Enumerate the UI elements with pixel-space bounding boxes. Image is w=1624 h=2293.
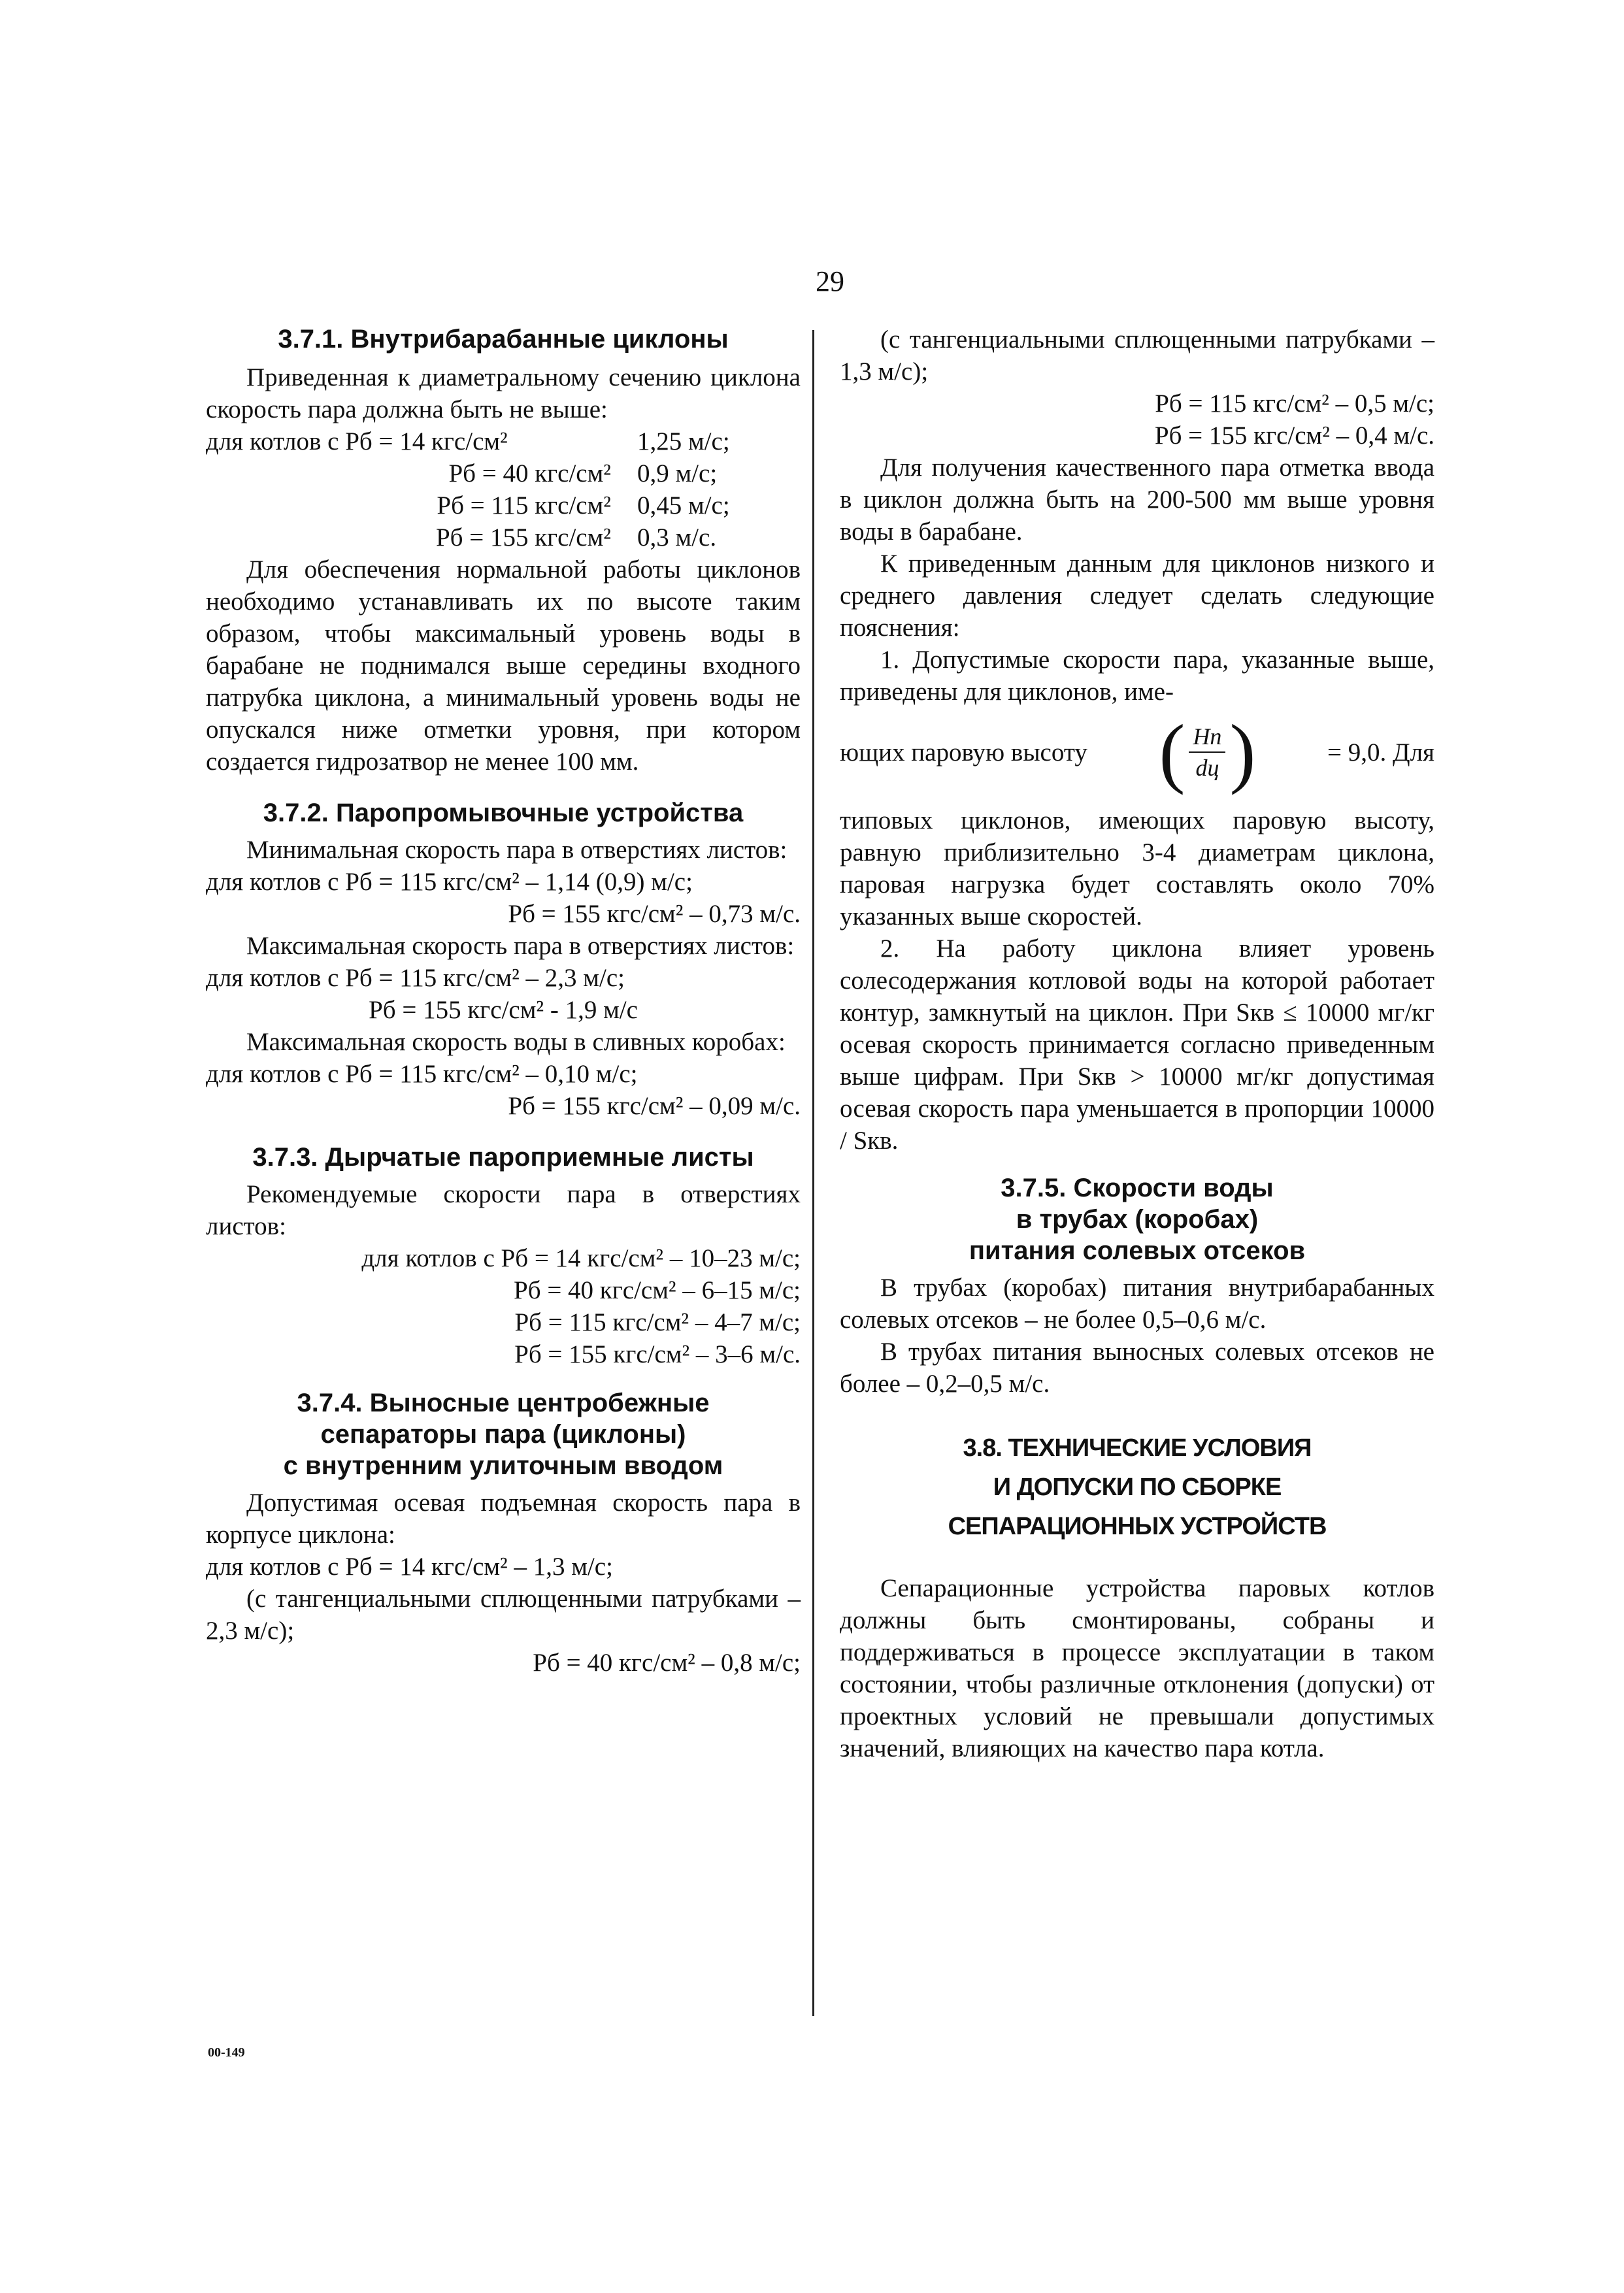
s371-row: [206, 425, 801, 457]
s38-paragraph: Сепарационные устройства паровых котлов должны быть смонтированы, собраны и поддерживаться в процессе эксплуатации в таком состоянии, чтобы различные отклонения (допуски) от проектных условий не превышали допустимых значений, влияющих на качество пара котла.: [840, 1574, 1434, 1762]
s371-row-pressure: Pб = 115 кгс/см²: [437, 491, 611, 520]
section-3-8-title-line-3: СЕПАРАЦИОННЫХ УСТРОЙСТВ: [948, 1513, 1327, 1540]
s371-row-speed: 1,25 м/с;: [637, 427, 730, 455]
left-paren: (: [1159, 708, 1185, 795]
note-1-formula-line: [840, 708, 1434, 795]
s374-p1-line-b: (с тангенциальными сплющенными патрубками – 2,3 м/с);: [206, 1585, 801, 1645]
right-column: [840, 323, 1434, 1764]
formula-suffix: = 9,0. Для: [1327, 738, 1434, 767]
s373-line: для котлов с Pб = 14 кгс/см² – 10–23 м/с;: [361, 1244, 801, 1272]
s372-p1-line-b: Pб = 155 кгс/см² – 0,73 м/с.: [508, 900, 801, 928]
s373-p1: Рекомендуемые скорости пара в отверстиях листов:: [206, 1180, 801, 1240]
formula-prefix: ющих паровую высоту: [840, 738, 1087, 767]
s371-row: [206, 489, 801, 521]
s373-line: Pб = 155 кгс/см² – 3–6 м/с.: [514, 1340, 801, 1368]
s371-row-speed: 0,45 м/с;: [637, 491, 730, 520]
continued-line-3: Pб = 155 кгс/см² – 0,4 м/с.: [1154, 421, 1434, 450]
s372-p2: Максимальная скорость пара в отверстиях листов:: [246, 932, 795, 960]
s371-row-speed: 0,3 м/с.: [637, 523, 717, 552]
section-3-7-4-title-line-3: с внутренним улиточным вводом: [283, 1451, 723, 1480]
continued-line-1: (с тангенциальными сплющенными патрубками – 1,3 м/с);: [840, 325, 1434, 386]
s371-row-pressure: Pб = 155 кгс/см²: [435, 523, 611, 552]
page-number: 29: [816, 265, 844, 297]
section-3-7-5-title-line-2: в трубах (коробах): [1016, 1205, 1259, 1234]
s373-line: Pб = 40 кгс/см² – 6–15 м/с;: [514, 1276, 801, 1304]
section-3-7-4-title-line-1: 3.7.4. Выносные центробежные: [297, 1389, 710, 1417]
section-3-7-5-title-line-3: питания солевых отсеков: [969, 1236, 1306, 1265]
note-2: 2. На работу циклона влияет уровень солесодержания котловой воды на которой работает контур, замкнутый на циклон. При Sкв ≤ 10000 мг/кг осевая скорость принимается согласно приведенным выше цифрам. При Sкв > 10000 мг/кг допустимая осевая скорость пара уменьшается в пропорции 10000 / Sкв.: [840, 934, 1434, 1155]
s371-table: [206, 425, 801, 553]
note-1-end: типовых циклонов, имеющих паровую высоту, равную приблизительно 3-4 диаметрам циклона, паровая нагрузка будет составлять около 70% указанных выше скоростей.: [840, 806, 1434, 931]
s371-row-speed: 0,9 м/с;: [637, 459, 718, 487]
s373-line: Pб = 115 кгс/см² – 4–7 м/с;: [514, 1308, 801, 1336]
column-divider: [812, 330, 814, 2016]
s372-p3: Максимальная скорость воды в сливных коробах:: [246, 1028, 786, 1056]
fraction: [1185, 721, 1229, 783]
s374-p1: Допустимая осевая подъемная скорость пара в корпусе циклона:: [206, 1489, 801, 1549]
s372-p1: Минимальная скорость пара в отверстиях листов:: [246, 836, 787, 864]
s372-p2-line-b: Pб = 155 кгс/см² - 1,9 м/с: [369, 996, 638, 1024]
notes-intro: К приведенным данным для циклонов низкого и среднего давления следует сделать следующие пояснения:: [840, 550, 1434, 642]
section-3-7-5-title-line-1: 3.7.5. Скорости воды: [1001, 1174, 1274, 1202]
footer-code: 00-149: [208, 2045, 245, 2060]
s371-intro: Приведенная к диаметральному сечению циклона скорость пара должна быть не выше:: [206, 363, 801, 423]
s371-row: [206, 521, 801, 553]
s372-p3-line-a: для котлов с Pб = 115 кгс/см² – 0,10 м/с;: [206, 1060, 638, 1088]
continued-line-2: Pб = 115 кгс/см² – 0,5 м/с;: [1155, 389, 1434, 418]
section-3-7-3-title: 3.7.3. Дырчатые пароприемные листы: [252, 1143, 754, 1172]
s372-p2-line-a: для котлов с Pб = 115 кгс/см² – 2,3 м/с;: [206, 964, 625, 992]
s375-p1: В трубах (коробах) питания внутрибарабанных солевых отсеков – не более 0,5–0,6 м/с.: [840, 1274, 1434, 1334]
s371-row: [206, 457, 801, 489]
left-column: [206, 323, 801, 1679]
section-3-8-title-line-2: И ДОПУСКИ ПО СБОРКЕ: [993, 1474, 1282, 1501]
fraction-numerator: Hп: [1189, 721, 1225, 753]
section-3-7-4-title-line-2: сепараторы пара (циклоны): [320, 1420, 686, 1449]
s372-p3-line-b: Pб = 155 кгс/см² – 0,09 м/с.: [508, 1092, 801, 1120]
s372-p1-line-a: для котлов с Pб = 115 кгс/см² – 1,14 (0,9) м/с;: [206, 868, 693, 896]
s375-p2: В трубах питания выносных солевых отсеков не более – 0,2–0,5 м/с.: [840, 1338, 1434, 1398]
right-paren: ): [1229, 708, 1256, 795]
section-3-7-1-title: 3.7.1. Внутрибарабанные циклоны: [278, 325, 729, 354]
s374-p1-line-c: Pб = 40 кгс/см² – 0,8 м/с;: [533, 1649, 801, 1677]
section-3-7-2-title: 3.7.2. Паропромывочные устройства: [263, 799, 744, 827]
fraction-denominator: dц: [1195, 755, 1219, 781]
s371-paragraph: Для обеспечения нормальной работы циклонов необходимо устанавливать их по высоте таким образом, чтобы максимальный уровень воды в барабане не поднимался выше середины входного патрубка циклона, а минимальный уровень воды не опускался ниже отметки уровня, при котором создается гидрозатвор не менее 100 мм.: [206, 555, 801, 776]
quality-paragraph: Для получения качественного пара отметка ввода в циклон должна быть на 200-500 мм выше уровня воды в барабане.: [840, 454, 1434, 546]
note-1-start: 1. Допустимые скорости пара, указанные выше, приведены для циклонов, име-: [840, 646, 1434, 706]
height-ratio-formula: [1159, 708, 1256, 795]
s371-row-pressure: для котлов с Pб = 14 кгс/см²: [206, 427, 508, 455]
s371-row-pressure: Pб = 40 кгс/см²: [448, 459, 611, 487]
section-3-8-title-line-1: 3.8. ТЕХНИЧЕСКИЕ УСЛОВИЯ: [963, 1434, 1312, 1462]
s374-p1-line-a: для котлов с Pб = 14 кгс/см² – 1,3 м/с;: [206, 1553, 613, 1581]
